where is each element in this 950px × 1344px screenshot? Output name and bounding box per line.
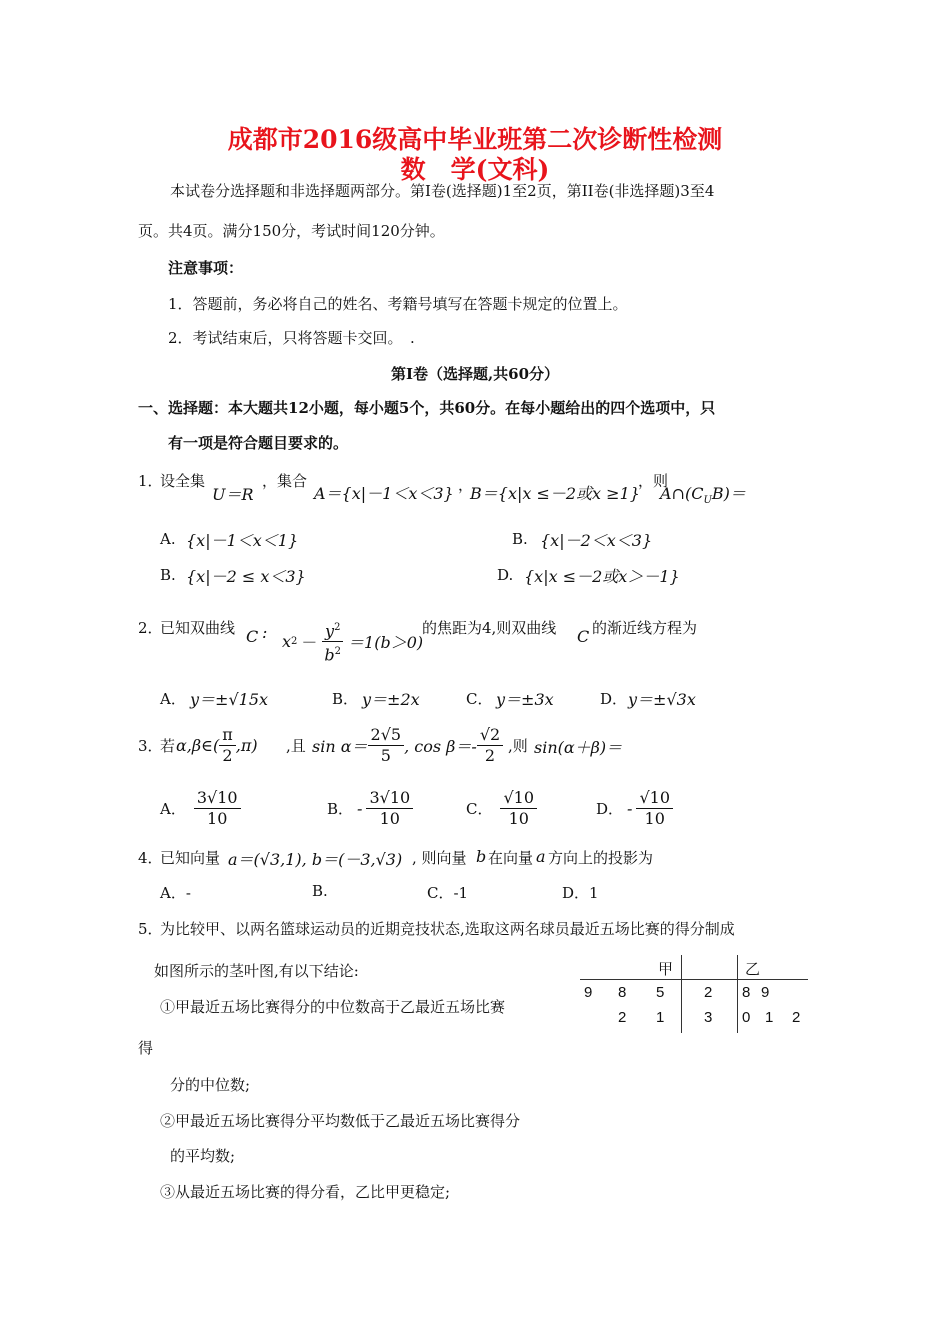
- question-3-condition: α,β∈( $\frac{\pi}{2}$ ,π): [176, 725, 258, 765]
- question-1-math-target: $A\cap(C_UB)=$: [660, 484, 746, 507]
- q5-conclusion-2-end: 的平均数;: [170, 1147, 236, 1165]
- q1-option-d-label: D.: [497, 566, 514, 584]
- q2-option-c-label: C．: [466, 690, 493, 708]
- question-5-line-1: 为比较甲、以两名篮球运动员的近期竞技状态,选取这两名球员最近五场比赛的得分制成: [160, 920, 735, 938]
- question-4-text-a: 已知向量: [160, 849, 221, 867]
- leaf-left: 5: [656, 984, 665, 1001]
- q4-option-c: C．-1: [427, 884, 469, 902]
- question-1-number: 1．: [138, 472, 163, 490]
- leaf-right: 8: [742, 984, 751, 1001]
- question-1-math-u: U＝R: [212, 485, 254, 504]
- section-title: 第Ⅰ卷（选择题,共60分）: [390, 365, 560, 383]
- leaf-left: 8: [618, 984, 627, 1001]
- intro-line-1: 本试卷分选择题和非选择题两部分。第Ⅰ卷(选择题)1至2页，第II卷(非选择题)3至4: [170, 182, 715, 200]
- exam-title: 成都市2016级高中毕业班第二次诊断性检测: [227, 125, 723, 154]
- q1-option-c-label: B.: [160, 566, 176, 584]
- q2-option-a: y＝±√15x: [190, 690, 269, 709]
- q5-conclusion-2: ②甲最近五场比赛得分平均数低于乙最近五场比赛得分: [160, 1112, 521, 1130]
- question-1-text-a: 设全集: [160, 472, 206, 490]
- leaf-right: 1: [765, 1009, 774, 1026]
- q5-conclusion-1-wrap: 得: [138, 1039, 154, 1057]
- question-2-equation: x 2 － $\frac{y^2}{b^2}$ ＝1(b＞0): [282, 618, 423, 666]
- notice-item-2: 2．考试结束后，只将答题卡交回。 .: [168, 329, 415, 347]
- leaf-left: 9: [584, 984, 593, 1001]
- q1-option-c: {x|－2 ≤ x＜3}: [186, 567, 306, 586]
- q4-option-b: B.: [312, 882, 328, 900]
- q3-option-c: C． $\frac{√10}{10}$: [466, 788, 537, 829]
- question-3-target: sin(α＋β)＝: [534, 738, 623, 757]
- stem: 2: [704, 984, 713, 1001]
- q2-option-d: y＝±√3x: [628, 690, 696, 709]
- leaf-left: 1: [656, 1009, 665, 1026]
- question-4-text-b: , 则向量: [412, 849, 467, 867]
- stem-leaf-right-divider: [737, 955, 738, 1033]
- question-1-math-a: A＝{x|－1＜x＜3}: [314, 484, 454, 503]
- notice-item-1: 1．答题前，务必将自己的姓名、考籍号填写在答题卡规定的位置上。: [168, 295, 628, 313]
- q4-option-a: A．-: [160, 884, 191, 902]
- question-1-text-d: ，则: [638, 472, 669, 490]
- leaf-right: 9: [761, 984, 770, 1001]
- leaf-right: 0: [742, 1009, 751, 1026]
- leaf-left: 2: [618, 1009, 627, 1026]
- stem-leaf-left-divider: [681, 955, 682, 1033]
- question-5-number: 5．: [138, 920, 163, 938]
- q4-option-d: D．1: [562, 884, 599, 902]
- q1-option-a: {x|－1＜x＜1}: [186, 531, 299, 550]
- exam-subtitle: 数 学(文科): [400, 155, 550, 184]
- intro-line-2: 页。共4页。满分150分，考试时间120分钟。: [138, 222, 445, 240]
- question-2-text-b: 的焦距为4,则双曲线: [422, 619, 557, 637]
- question-2-math-c: C: [246, 627, 259, 646]
- question-4-text-c: 在向量: [488, 849, 534, 867]
- q2-option-a-label: A．: [160, 690, 186, 708]
- notice-heading: 注意事项：: [168, 259, 244, 277]
- question-1-math-b: B＝{x|x ≤－2或x ≥1}: [470, 484, 640, 503]
- stem-leaf-plot: [580, 955, 810, 1035]
- question-3-sin-alpha: sin α＝ $\frac{2√5}{5}$ , cos β＝- $\frac{√2}{2}$: [312, 725, 503, 766]
- question-2-text-c: 的渐近线方程为: [592, 619, 698, 637]
- q3-option-a: A． $\frac{3√10}{10}$: [160, 788, 241, 829]
- question-1-text-b: ，集合: [262, 472, 308, 490]
- question-4-text-d: 方向上的投影为: [548, 849, 654, 867]
- question-4-vector-a: a: [536, 847, 546, 866]
- q2-option-c: y＝±3x: [496, 690, 554, 709]
- q5-conclusion-1: ①甲最近五场比赛得分的中位数高于乙最近五场比赛: [160, 998, 506, 1016]
- question-2-text-a: 已知双曲线: [160, 619, 236, 637]
- question-3-text-c: ,则: [508, 737, 528, 755]
- q1-option-b-label: B.: [512, 530, 528, 548]
- q1-option-d: {x|x ≤－2或x＞－1}: [524, 567, 680, 586]
- question-2-math-c2: C: [577, 627, 590, 646]
- stem-leaf-header-yi: 乙: [745, 961, 761, 978]
- q2-option-b: y＝±2x: [362, 690, 420, 709]
- leaf-right: 2: [792, 1009, 801, 1026]
- stem: 3: [704, 1009, 713, 1026]
- question-1-text-c: ，: [458, 476, 474, 494]
- q1-option-b: {x|－2＜x＜3}: [540, 531, 653, 550]
- question-4-number: 4．: [138, 849, 163, 867]
- question-3-text-b: ,且: [286, 737, 306, 755]
- question-5-line-2: 如图所示的茎叶图,有以下结论:: [154, 962, 359, 980]
- stem-leaf-header-rule: [580, 979, 808, 980]
- stem-leaf-header-jia: 甲: [658, 961, 674, 978]
- q5-conclusion-1-end: 分的中位数;: [170, 1076, 251, 1094]
- q1-option-a-label: A.: [160, 530, 176, 548]
- question-4-vectors: a＝(√3,1), b＝(－3,√3): [228, 850, 403, 869]
- q2-option-d-label: D．: [600, 690, 628, 708]
- q3-option-d: D． - $\frac{√10}{10}$: [596, 788, 673, 829]
- question-3-text-a: 若: [160, 737, 176, 755]
- question-4-vector-b: b: [476, 847, 487, 866]
- question-3-number: 3．: [138, 737, 163, 755]
- question-2-colon: :: [262, 623, 268, 642]
- q5-conclusion-3: ③从最近五场比赛的得分看，乙比甲更稳定;: [160, 1183, 451, 1201]
- question-2-number: 2．: [138, 619, 163, 637]
- section-heading-2: 有一项是符合题目要求的。: [168, 434, 349, 452]
- section-heading-1: 一、选择题：本大题共12小题，每小题5个，共60分。在每小题给出的四个选项中，只: [138, 399, 716, 417]
- q2-option-b-label: B．: [332, 690, 359, 708]
- q3-option-b: B． - $\frac{3√10}{10}$: [327, 788, 413, 829]
